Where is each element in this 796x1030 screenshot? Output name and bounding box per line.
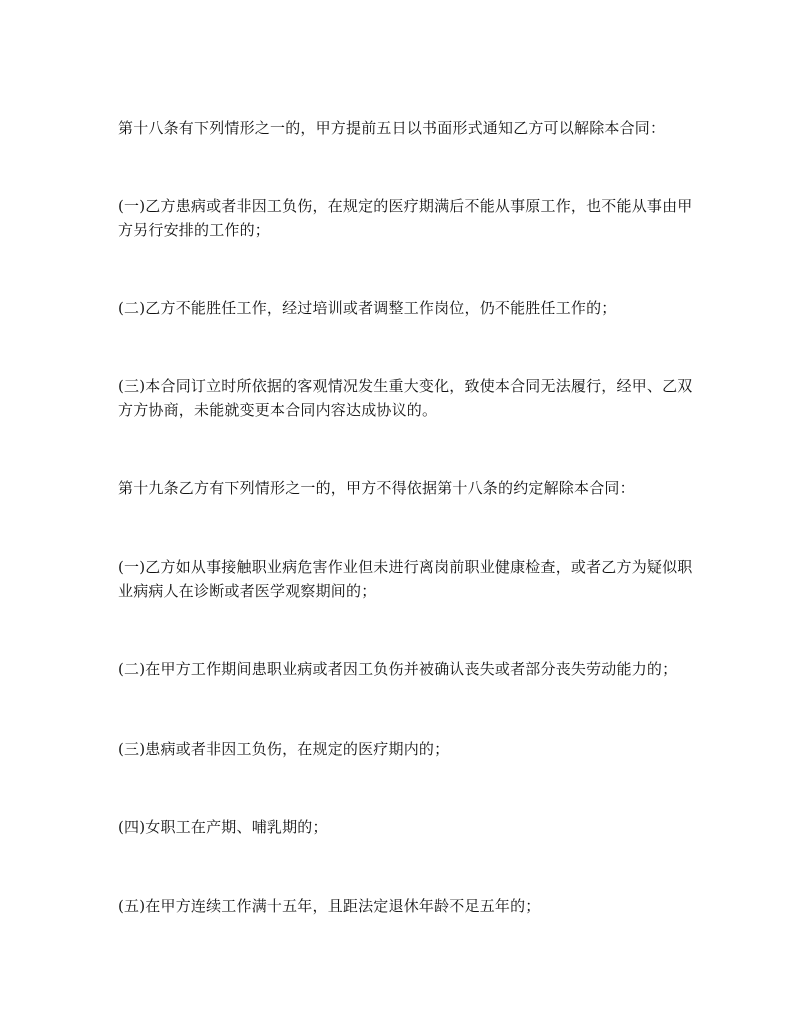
article-18-heading: 第十八条有下列情形之一的，甲方提前五日以书面形式通知乙方可以解除本合同：	[118, 119, 666, 137]
article-19-clause-4: (四)女职工在产期、哺乳期的；	[118, 818, 328, 836]
article-19-clause-1: (一)乙方如从事接触职业病危害作业但未进行离岗前职业健康检查，或者乙方为疑似职业病病人在诊断或者医学观察期间的；	[118, 558, 693, 600]
article-19-clause-2: (二)在甲方工作期间患职业病或者因工负伤并被确认丧失或者部分丧失劳动能力的；	[118, 660, 678, 678]
article-18-clause-2: (二)乙方不能胜任工作，经过培训或者调整工作岗位，仍不能胜任工作的；	[118, 299, 617, 317]
article-18-clause-3: (三)本合同订立时所依据的客观情况发生重大变化，致使本合同无法履行，经甲、乙双方方协商，未能就变更本合同内容达成协议的。	[118, 377, 693, 419]
article-19-heading: 第十九条乙方有下列情形之一的，甲方不得依据第十八条的约定解除本合同：	[118, 479, 635, 497]
article-19-clause-3: (三)患病或者非因工负伤，在规定的医疗期内的；	[118, 740, 450, 758]
article-18-clause-1: (一)乙方患病或者非因工负伤，在规定的医疗期满后不能从事原工作，也不能从事由甲方另行安排的工作的；	[118, 197, 693, 239]
article-19-clause-5: (五)在甲方连续工作满十五年，且距法定退休年龄不足五年的；	[118, 897, 541, 915]
